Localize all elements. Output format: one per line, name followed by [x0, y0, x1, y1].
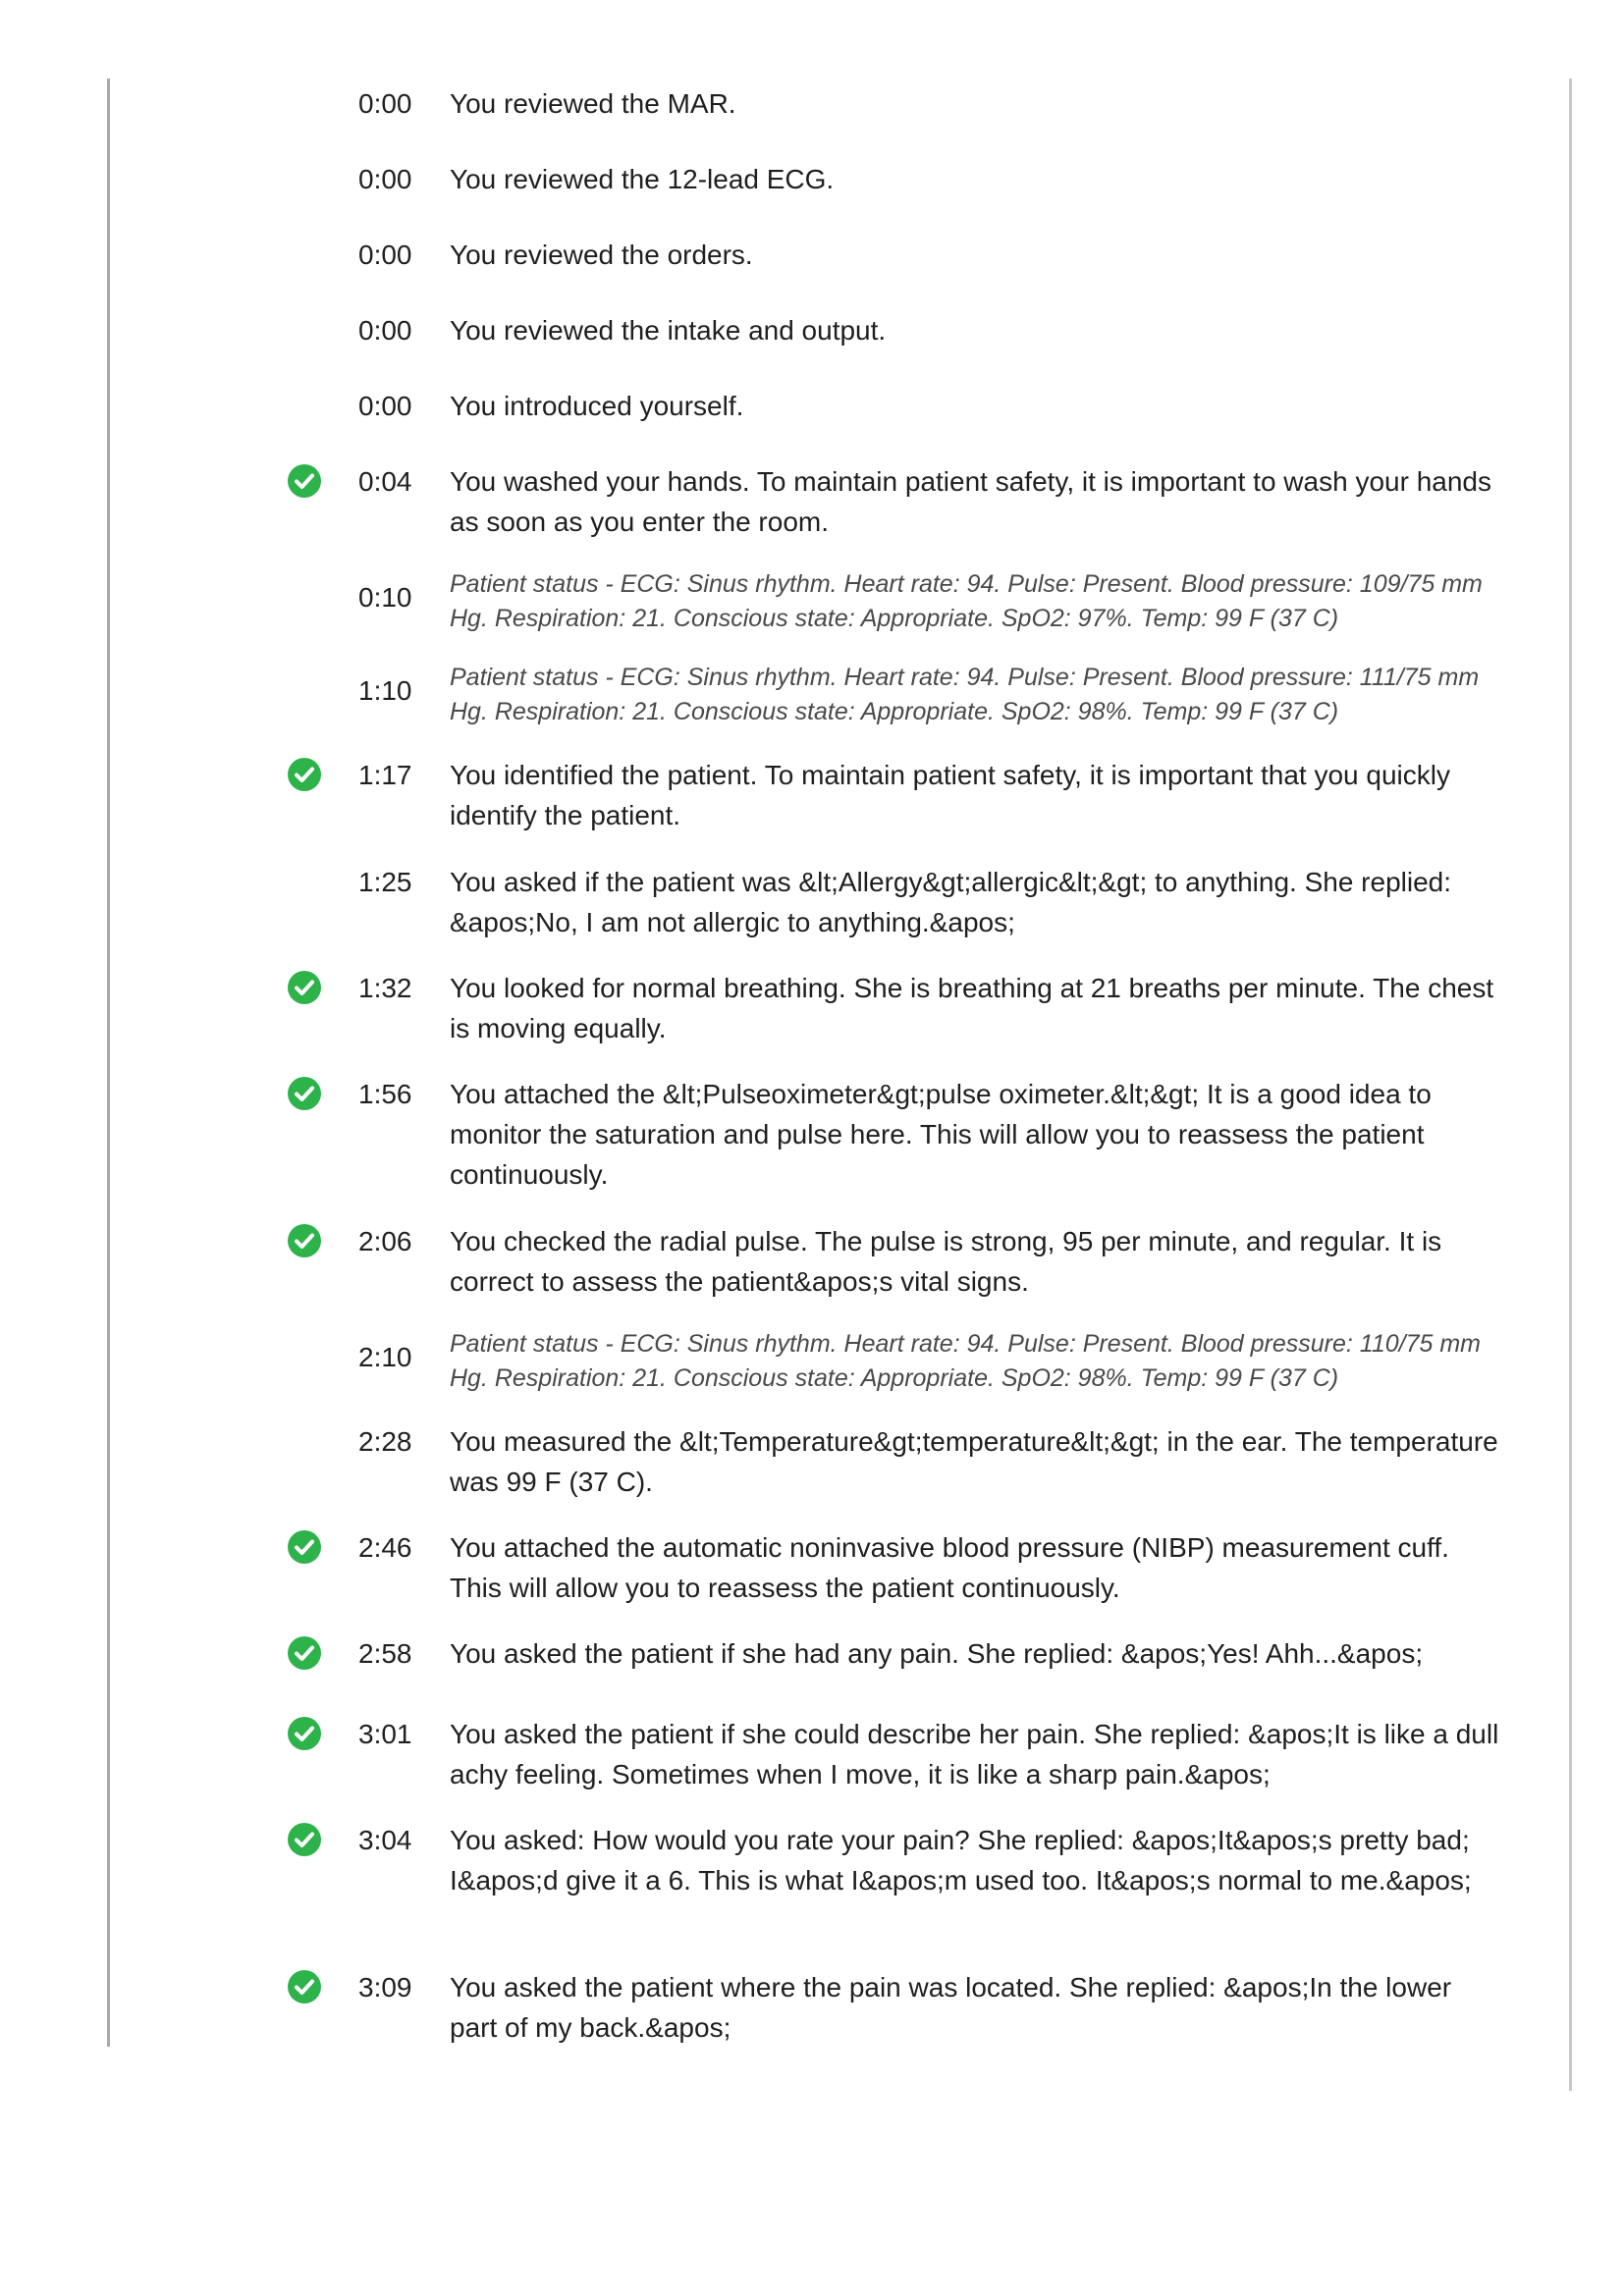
entry-text: You reviewed the MAR. [450, 88, 736, 119]
check-circle-icon [288, 1530, 321, 1564]
entry-text: You washed your hands. To maintain patient safety, it is important to wash your hands as soon as you enter the room. [450, 466, 1491, 537]
entry-time: 0:00 [358, 315, 412, 346]
entry-text: You asked if the patient was &lt;Allergy&gt;allergic&lt;&gt; to anything. She replied: &apos;No, I am not allergic to anything.&apos; [450, 867, 1452, 937]
check-circle-icon [288, 1636, 321, 1670]
status-text: Patient status - ECG: Sinus rhythm. Heart rate: 94. Pulse: Present. Blood pressure: 111/75 mm Hg. Respiration: 21. Conscious state: Appropriate. SpO2: 98%. Temp: 99 F (37 C) [450, 664, 1480, 725]
check-circle-icon [288, 1970, 321, 2003]
entry-time: 2:28 [358, 1426, 412, 1457]
entry-text: You identified the patient. To maintain patient safety, it is important that you quickly identify the patient. [450, 760, 1450, 830]
entry-time: 0:10 [358, 582, 412, 613]
entry-text: You measured the &lt;Temperature&gt;temperature&lt;&gt; in the ear. The temperature was 99 F (37 C). [450, 1426, 1498, 1497]
entry-time: 1:56 [358, 1079, 412, 1109]
status-text: Patient status - ECG: Sinus rhythm. Heart rate: 94. Pulse: Present. Blood pressure: 110/75 mm Hg. Respiration: 21. Conscious state: Appropriate. SpO2: 98%. Temp: 99 F (37 C) [450, 1330, 1482, 1392]
check-circle-icon [288, 758, 321, 791]
entry-time: 0:00 [358, 88, 412, 119]
entry-time: 1:17 [358, 760, 412, 790]
entry-time: 0:00 [358, 391, 412, 421]
check-circle-icon [288, 1823, 321, 1856]
entry-text: You reviewed the 12-lead ECG. [450, 164, 835, 194]
check-circle-icon [288, 971, 321, 1004]
entry-text: You looked for normal breathing. She is breathing at 21 breaths per minute. The chest is moving equally. [450, 973, 1494, 1043]
check-circle-icon [288, 464, 321, 498]
entry-time: 1:25 [358, 867, 412, 897]
check-circle-icon [288, 1077, 321, 1110]
entry-time: 3:09 [358, 1972, 412, 2002]
entry-text: You asked the patient if she could describe her pain. She replied: &apos;It is like a dull achy feeling. Sometimes when I move, it is like a sharp pain.&apos; [450, 1719, 1499, 1789]
right-margin-rule [1569, 79, 1572, 2091]
entry-time: 2:10 [358, 1342, 412, 1372]
entry-time: 3:04 [358, 1825, 412, 1855]
entry-time: 1:32 [358, 973, 412, 1003]
entry-text: You checked the radial pulse. The pulse is strong, 95 per minute, and regular. It is correct to assess the patient&apos;s vital signs. [450, 1226, 1442, 1297]
left-margin-rule [107, 79, 110, 2047]
entry-time: 2:58 [358, 1638, 412, 1669]
check-circle-icon [288, 1717, 321, 1750]
entry-time: 1:10 [358, 675, 412, 706]
check-circle-icon [288, 1224, 321, 1257]
entry-time: 0:00 [358, 240, 412, 270]
entry-time: 2:06 [358, 1226, 412, 1256]
entry-text: You attached the automatic noninvasive blood pressure (NIBP) measurement cuff. This will allow you to reassess the patient continuously. [450, 1532, 1449, 1603]
entry-text: You introduced yourself. [450, 391, 744, 421]
entry-text: You reviewed the orders. [450, 240, 753, 270]
entry-time: 3:01 [358, 1719, 412, 1749]
entry-text: You attached the &lt;Pulseoximeter&gt;pulse oximeter.&lt;&gt; It is a good idea to monitor the saturation and pulse here. This will allow you to reassess the patient continuously. [450, 1079, 1432, 1190]
entry-text: You asked the patient where the pain was located. She replied: &apos;In the lower part of my back.&apos; [450, 1972, 1452, 2043]
entry-text: You reviewed the intake and output. [450, 315, 887, 346]
entry-time: 0:00 [358, 164, 412, 194]
entry-time: 0:04 [358, 466, 412, 497]
status-text: Patient status - ECG: Sinus rhythm. Heart rate: 94. Pulse: Present. Blood pressure: 109/75 mm Hg. Respiration: 21. Conscious state: Appropriate. SpO2: 97%. Temp: 99 F (37 C) [450, 570, 1483, 632]
entry-time: 2:46 [358, 1532, 412, 1563]
entry-text: You asked: How would you rate your pain? She replied: &apos;It&apos;s pretty bad; I&apos;d give it a 6. This is what I&apos;m used too. It&apos;s normal to me.&apos; [450, 1825, 1472, 1896]
entry-text: You asked the patient if she had any pain. She replied: &apos;Yes! Ahh...&apos; [450, 1638, 1424, 1669]
